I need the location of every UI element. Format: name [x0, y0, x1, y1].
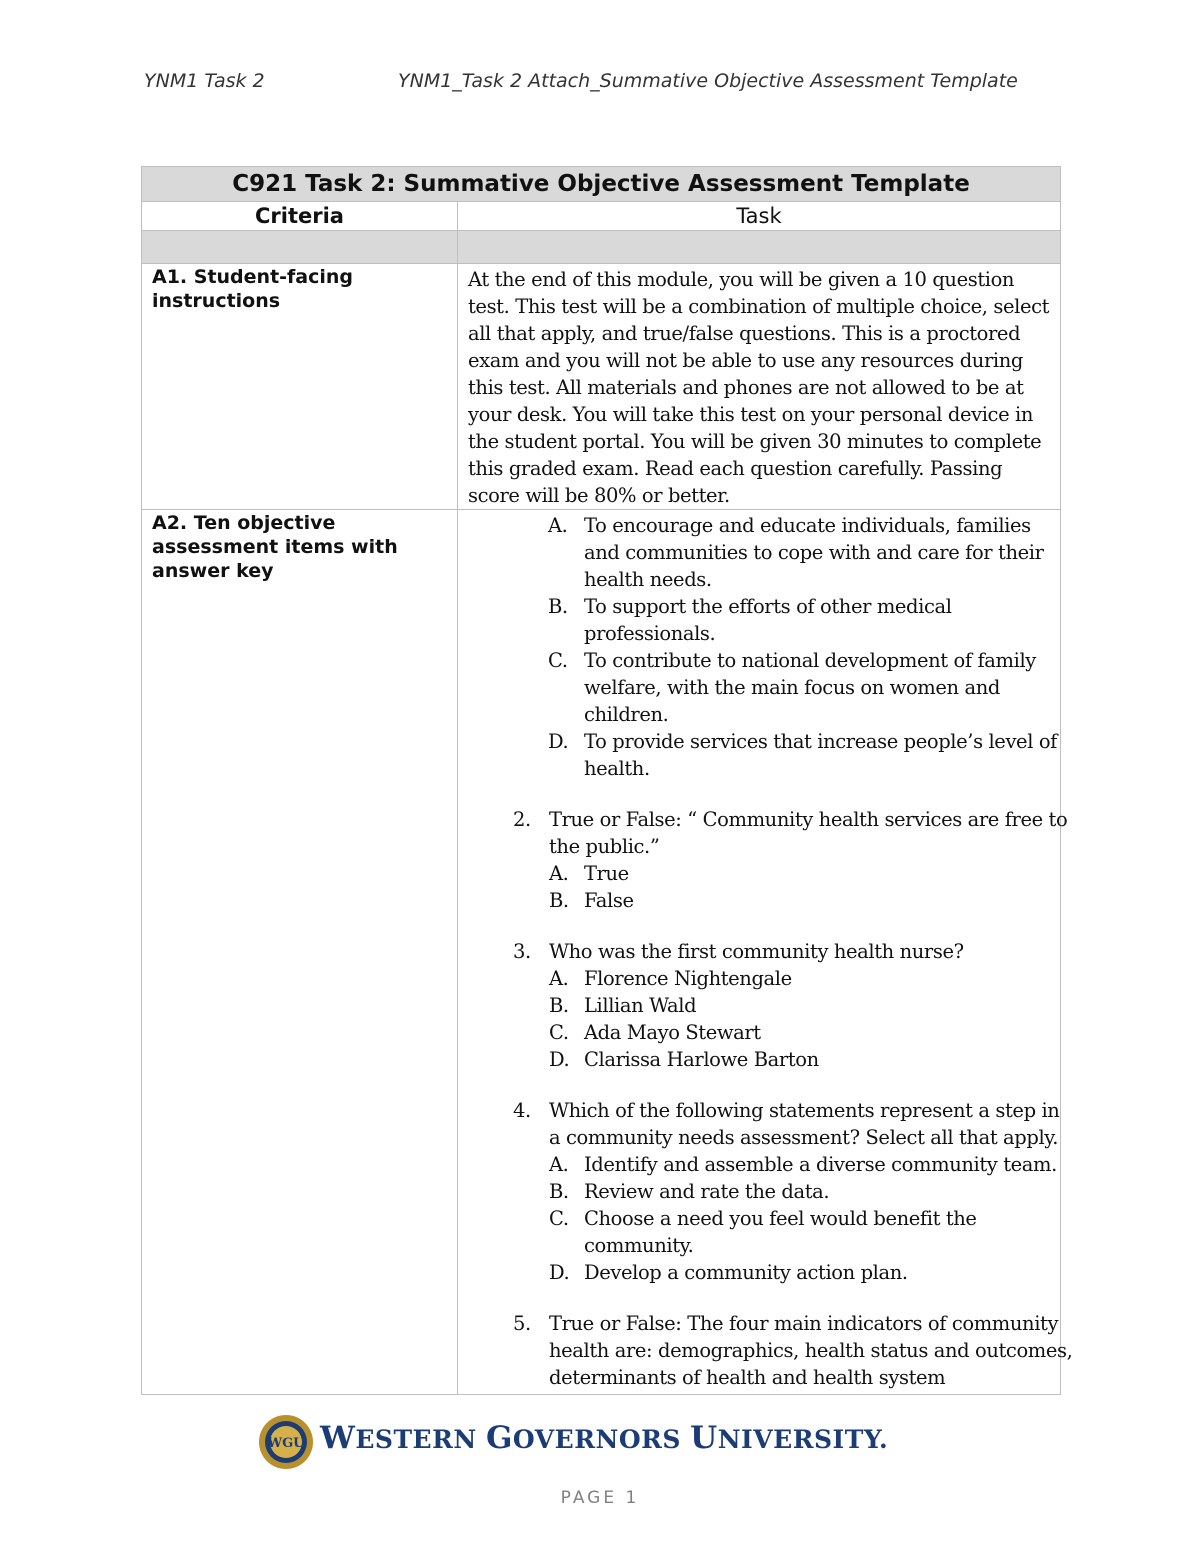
option-text: Develop a community action plan.	[584, 1261, 908, 1284]
task-cell	[458, 510, 1073, 1395]
option-text: Ada Mayo Stewart	[584, 1021, 761, 1044]
instruction-line: the student portal. You will be given 30 minutes to complete	[468, 430, 1042, 453]
question-item	[468, 1097, 1060, 1286]
column-header-criteria: Criteria	[142, 202, 458, 231]
option-text: Identify and assemble a diverse community team.	[584, 1153, 1057, 1176]
question-text: True or False: “ Community health services are free to	[549, 808, 1068, 831]
wgu-logo	[258, 1412, 918, 1472]
option-letter: B.	[549, 889, 569, 912]
page-number: PAGE 1	[560, 1488, 640, 1508]
question-text: a community needs assessment? Select all that apply.	[549, 1126, 1059, 1149]
header-left: YNM1 Task 2	[144, 70, 265, 92]
answer-option	[549, 1046, 1050, 1073]
answer-option	[549, 1178, 1050, 1205]
option-letter: D.	[549, 1261, 570, 1284]
criteria-cell	[142, 264, 458, 510]
option-letter: B.	[548, 595, 568, 618]
question-item	[468, 1310, 1073, 1391]
seal-initials: WGU	[267, 1436, 305, 1451]
instruction-line: this test. All materials and phones are not allowed to be at	[468, 376, 1024, 399]
option-letter: B.	[549, 994, 569, 1017]
option-text: Review and rate the data.	[584, 1180, 830, 1203]
question-number: 2.	[513, 808, 531, 831]
option-letter: A.	[549, 967, 569, 990]
option-text: Lillian Wald	[584, 994, 697, 1017]
option-text: professionals.	[584, 622, 716, 645]
answer-option	[549, 965, 1050, 992]
question-number: 4.	[513, 1099, 531, 1122]
answer-option	[468, 647, 1050, 728]
option-letter: D.	[548, 730, 569, 753]
option-letter: A.	[549, 862, 569, 885]
question-1-options	[468, 512, 1057, 782]
question-item	[468, 938, 1050, 1073]
option-text: children.	[584, 703, 669, 726]
answer-option	[468, 512, 1050, 593]
answer-option	[549, 992, 1050, 1019]
instruction-line: score will be 80% or better.	[468, 484, 730, 507]
answer-option	[549, 860, 1050, 887]
option-text: health.	[584, 757, 650, 780]
question-text: True or False: The four main indicators of community	[549, 1312, 1059, 1335]
column-header-task: Task	[458, 202, 1061, 231]
answer-option	[549, 1019, 1050, 1046]
option-text: Choose a need you feel would benefit the	[584, 1207, 977, 1230]
instruction-line: your desk. You will take this test on your personal device in	[468, 403, 1033, 426]
question-text: determinants of health and health system	[549, 1366, 946, 1389]
answer-option	[549, 1259, 1050, 1286]
option-text: Florence Nightengale	[584, 967, 792, 990]
option-text: To encourage and educate individuals, families	[584, 514, 1031, 537]
wgu-wordmark: WESTERN GOVERNORS UNIVERSITY.	[320, 1420, 889, 1456]
student-instructions	[468, 266, 1050, 509]
option-letter: C.	[548, 649, 568, 672]
option-text: welfare, with the main focus on women and	[584, 676, 1000, 699]
option-letter: D.	[549, 1048, 570, 1071]
question-text: health are: demographics, health status and outcomes,	[549, 1339, 1073, 1362]
table-title: C921 Task 2: Summative Objective Assessment Template	[142, 167, 1061, 202]
question-options	[549, 1151, 1057, 1286]
option-text: Clarissa Harlowe Barton	[584, 1048, 819, 1071]
question-list	[468, 806, 1073, 1391]
instruction-line: exam and you will not be able to use any resources during	[468, 349, 1023, 372]
option-letter: A.	[549, 1153, 569, 1176]
question-item	[468, 806, 1068, 914]
option-text: health needs.	[584, 568, 712, 591]
question-text: Which of the following statements represent a step in	[549, 1099, 1060, 1122]
assessment-table	[141, 166, 1073, 1395]
table-row	[142, 264, 1061, 510]
option-text: True	[584, 862, 629, 885]
answer-option	[549, 1205, 1050, 1259]
option-text: To provide services that increase people’s level of	[584, 730, 1057, 753]
option-text: and communities to cope with and care for their	[584, 541, 1044, 564]
wgu-seal-icon	[258, 1414, 314, 1470]
option-text: False	[584, 889, 634, 912]
question-options	[549, 860, 1050, 914]
option-text: community.	[584, 1234, 694, 1257]
criteria-cell	[142, 510, 458, 1395]
option-text: To contribute to national development of family	[584, 649, 1036, 672]
criteria-line: A2. Ten objective	[152, 512, 336, 534]
option-letter: C.	[549, 1207, 569, 1230]
table-row	[142, 510, 1061, 1395]
instruction-line: all that apply, and true/false questions. This is a proctored	[468, 322, 1021, 345]
spacer-row	[142, 231, 1061, 264]
option-letter: B.	[549, 1180, 569, 1203]
instruction-line: test. This test will be a combination of multiple choice, select	[468, 295, 1050, 318]
answer-option	[549, 887, 1050, 914]
option-letter: A.	[548, 514, 568, 537]
instruction-line: At the end of this module, you will be given a 10 question	[468, 268, 1015, 291]
criteria-line: assessment items with	[152, 536, 398, 558]
question-text: the public.”	[549, 835, 660, 858]
option-letter: C.	[549, 1021, 569, 1044]
criteria-line: instructions	[152, 290, 281, 312]
instruction-line: this graded exam. Read each question carefully. Passing	[468, 457, 1003, 480]
task-cell	[458, 264, 1061, 510]
answer-option	[549, 1151, 1057, 1178]
answer-option	[468, 728, 1057, 782]
answer-option	[468, 593, 1050, 647]
criteria-line: answer key	[152, 560, 274, 582]
option-text: To support the efforts of other medical	[584, 595, 952, 618]
question-text: Who was the first community health nurse?	[549, 940, 964, 963]
question-options	[549, 965, 1050, 1073]
question-number: 5.	[513, 1312, 531, 1335]
question-number: 3.	[513, 940, 531, 963]
header-right: YNM1_Task 2 Attach_Summative Objective Assessment Template	[398, 70, 1018, 92]
criteria-line: A1. Student-facing	[152, 266, 354, 288]
